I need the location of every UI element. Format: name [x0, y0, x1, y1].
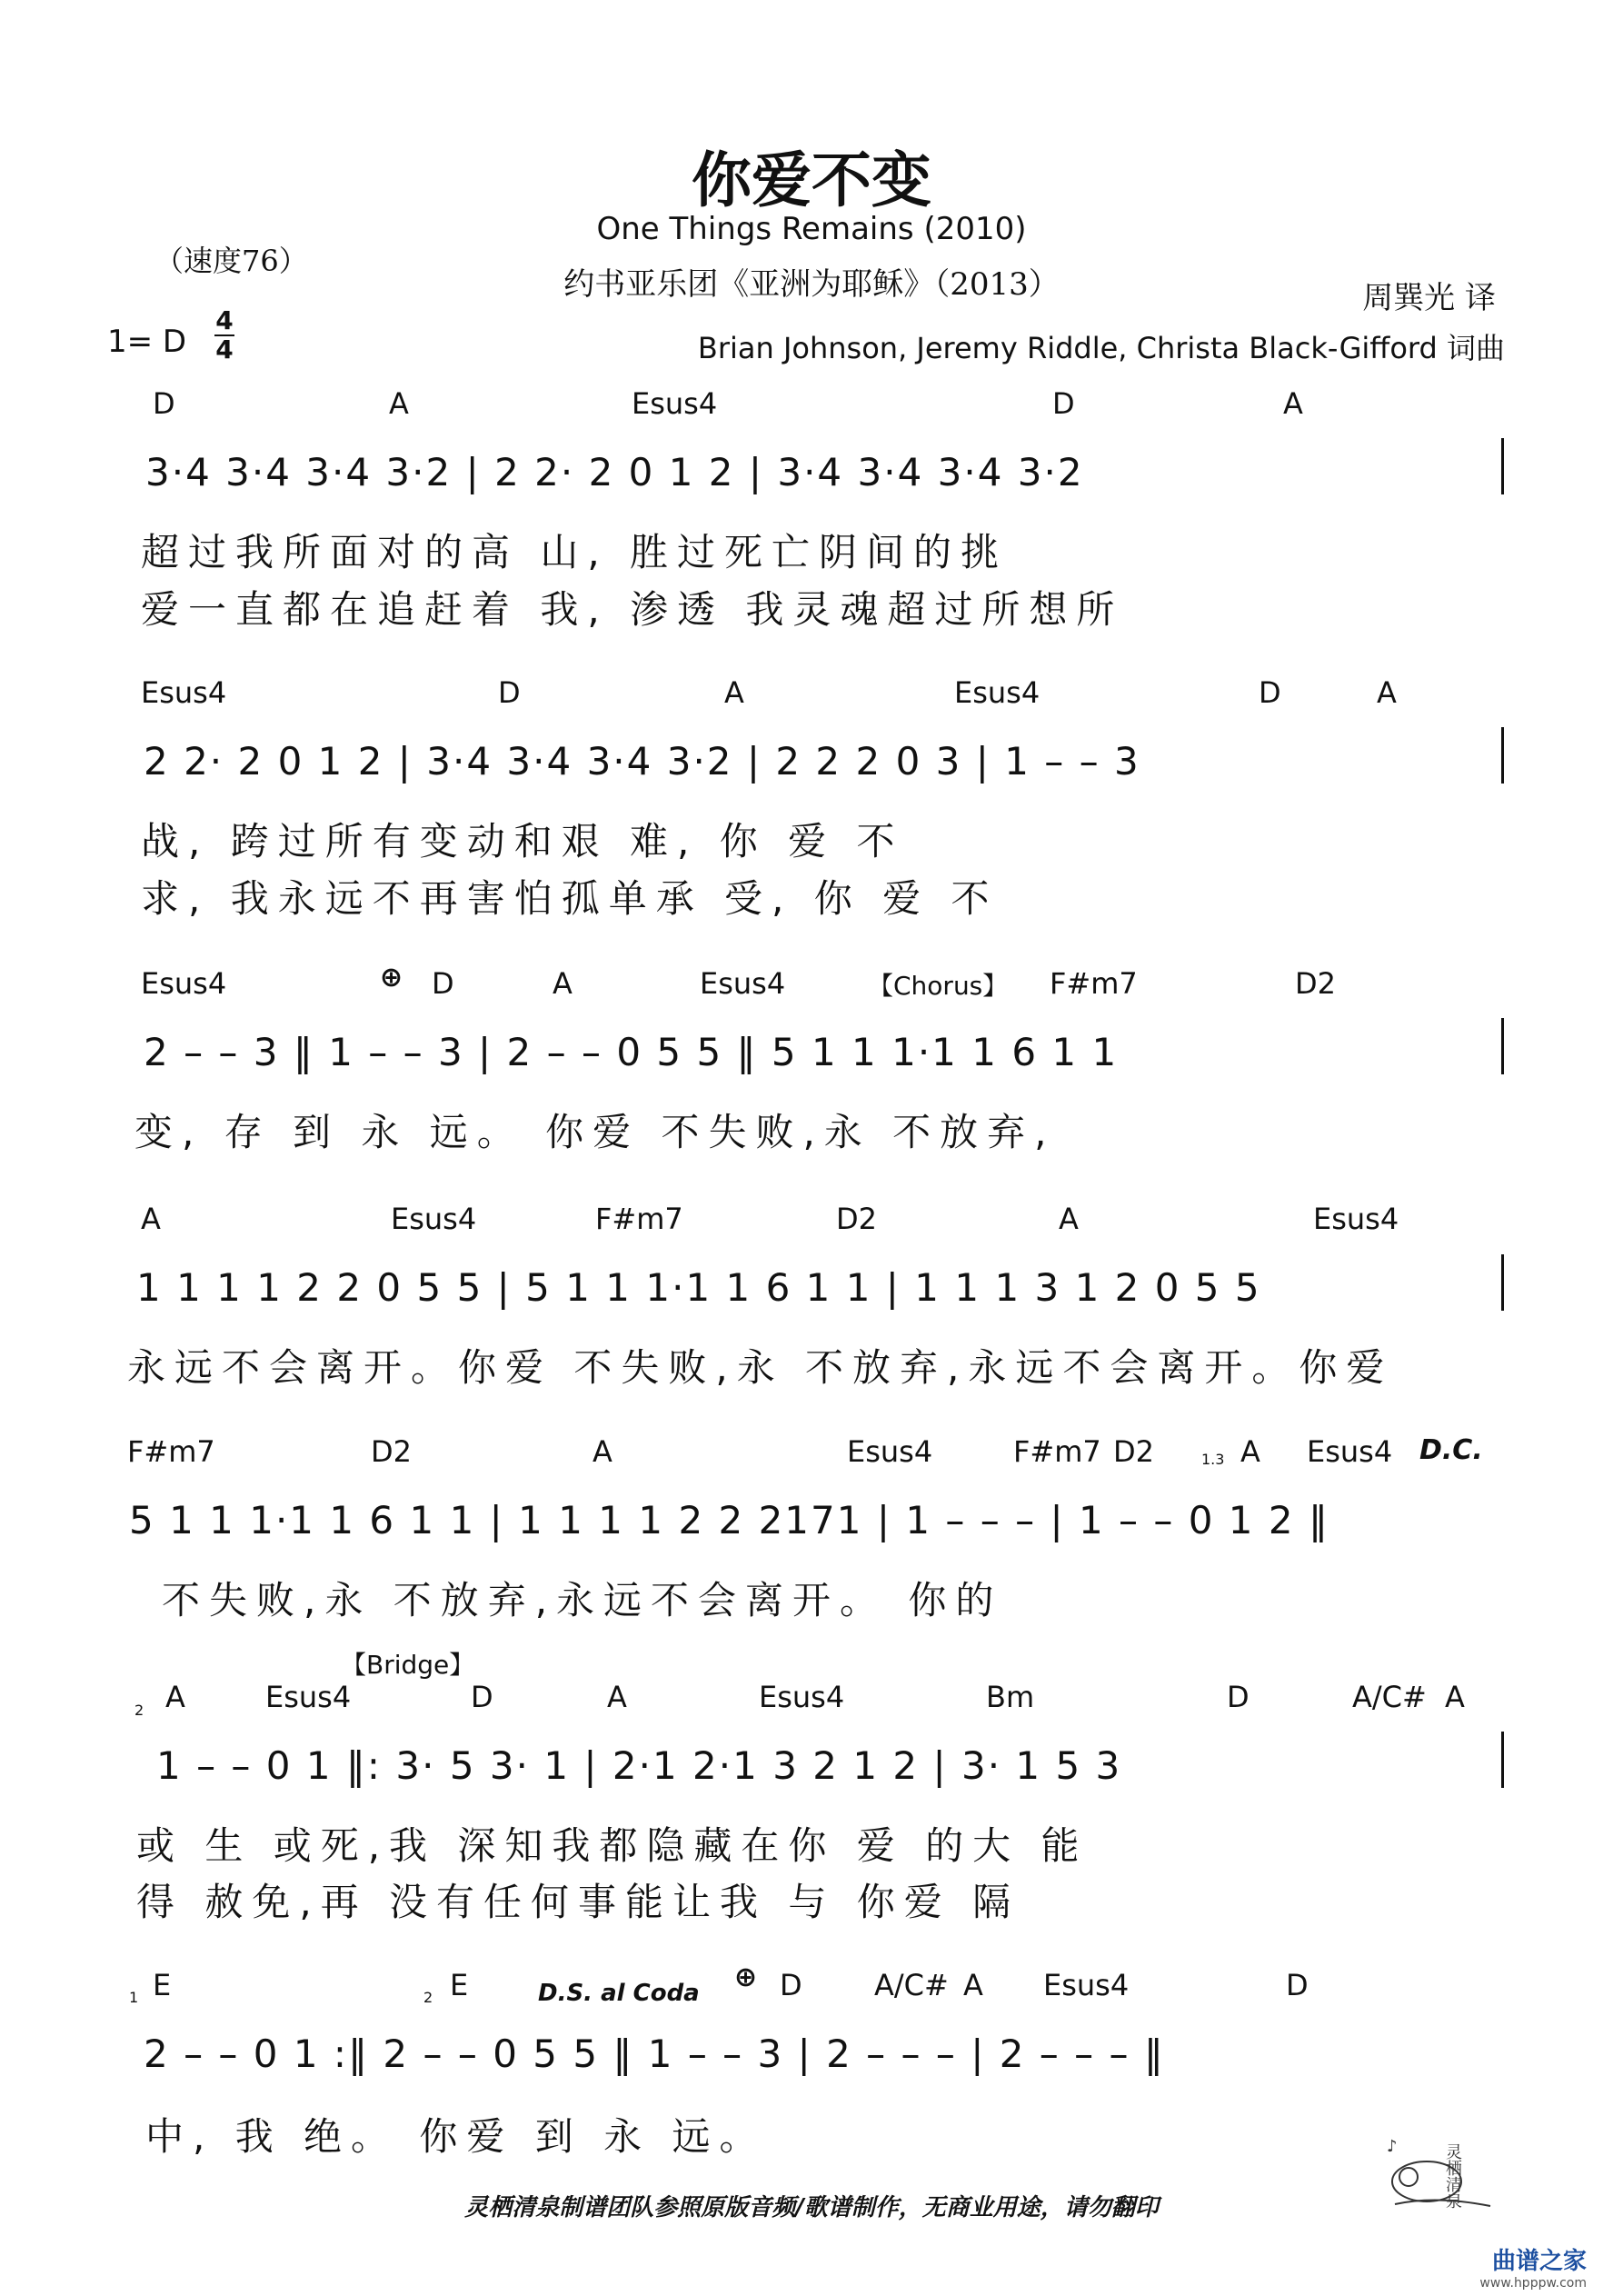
notes-line: 2 – – 0 1 :‖ 2 – – 0 5 5 ‖ 1 – – 3 | 2 – – – | 2 – – – ‖: [144, 2031, 1165, 2076]
notes-line: 5 1 1 1·1 1 6 1 1 | 1 1 1 1 2 2 2171 | 1 – – – | 1 – – 0 1 2 ‖: [129, 1498, 1329, 1542]
chord: D: [1259, 675, 1281, 710]
notes-line: 1 – – 0 1 ‖: 3· 5 3· 1 | 2·1 2·1 3 2 1 2 | 3· 1 5 3: [156, 1743, 1122, 1788]
site-url: www.hpppw.com: [1479, 2276, 1587, 2291]
chord: Esus4: [1307, 1434, 1393, 1469]
chord: D: [1052, 386, 1075, 421]
chord: Esus4: [141, 675, 227, 710]
chord: A/C#: [1352, 1680, 1427, 1714]
barline: [1501, 727, 1504, 784]
barline: [1501, 1254, 1504, 1311]
chord: Esus4: [847, 1434, 933, 1469]
barline: [1501, 1018, 1504, 1074]
chord: A: [1240, 1434, 1260, 1469]
chord: E: [153, 1968, 172, 2002]
song-subtitle: One Things Remains (2010): [596, 211, 1027, 247]
chord: A: [607, 1680, 627, 1714]
chord: A: [553, 966, 573, 1001]
chord: D2: [1113, 1434, 1154, 1469]
lyric-verse-2: 爱一直都在追赶着 我, 渗透 我灵魂超过所想所: [141, 587, 1124, 632]
chord: E: [450, 1968, 469, 2002]
chord: F#m7: [595, 1202, 683, 1236]
chord: D: [471, 1680, 493, 1714]
album-info: 约书亚乐团《亚洲为耶稣》（2013）: [563, 266, 1060, 303]
svg-text:♪: ♪: [1387, 2137, 1398, 2156]
composers: Brian Johnson, Jeremy Riddle, Christa Black-Gifford 词曲: [697, 331, 1505, 365]
chord: Esus4: [1313, 1202, 1399, 1236]
site-name: 曲谱之家: [1491, 2248, 1587, 2275]
key-signature: 1= D: [107, 324, 187, 360]
lyric-verse-2: 求, 我永远不再害怕孤单承 受, 你 爱 不: [141, 876, 999, 921]
chord: D2: [1295, 966, 1336, 1001]
chord: A/C#: [874, 1968, 949, 2002]
volta-1-3: 1.3: [1201, 1451, 1225, 1468]
chord: D: [780, 1968, 802, 2002]
chord: D: [153, 386, 175, 421]
lyric-verse-1: 或 生 或死,我 深知我都隐藏在你 爱 的大 能: [136, 1823, 1089, 1868]
dal-segno-coda-mark: D.S. al Coda: [538, 1980, 700, 2007]
volta-1: 1: [129, 1989, 139, 2006]
time-signature: 4 4: [215, 305, 234, 364]
chord: A: [724, 675, 744, 710]
chord: Esus4: [954, 675, 1041, 710]
chord: Esus4: [700, 966, 786, 1001]
chord: A: [1283, 386, 1303, 421]
chord: D: [1227, 1680, 1250, 1714]
chord: A: [141, 1202, 161, 1236]
notes-line: 1 1 1 1 2 2 0 5 5 | 5 1 1 1·1 1 6 1 1 | 1 1 1 3 1 2 0 5 5: [136, 1265, 1261, 1310]
chord: D2: [836, 1202, 877, 1236]
chord: A: [389, 386, 409, 421]
lyric-verse-1: 永远不会离开。你爱 不失败,永 不放弃,永远不会离开。你爱: [127, 1345, 1394, 1390]
barline: [1501, 1732, 1504, 1788]
chord: F#m7: [127, 1434, 215, 1469]
logo-text: 灵栖清泉: [1443, 2143, 1462, 2209]
chord: D: [432, 966, 454, 1001]
chord: Esus4: [759, 1680, 845, 1714]
chord: A: [592, 1434, 612, 1469]
song-title: 你爱不变: [692, 145, 931, 215]
chord: Esus4: [1043, 1968, 1130, 2002]
chord: D: [1286, 1968, 1309, 2002]
lyric-verse-1: 中, 我 绝。 你爱 到 永 远。: [145, 2114, 767, 2159]
barline: [1501, 438, 1504, 494]
notes-line: 2 – – 3 ‖ 1 – – 3 | 2 – – 0 5 5 ‖ 5 1 1 1·1 1 6 1 1: [144, 1030, 1119, 1074]
lyric-verse-2: 得 赦免,再 没有任何事能让我 与 你爱 隔: [136, 1880, 1021, 1924]
chord: Esus4: [632, 386, 718, 421]
bridge-tag: 【Bridge】: [341, 1650, 475, 1680]
chord: A: [963, 1968, 983, 2002]
lyric-verse-1: 超过我所面对的高 山, 胜过死亡阴间的挑: [141, 530, 1009, 574]
lyric-verse-1: 战, 跨过所有变动和艰 难, 你 爱 不: [141, 819, 904, 863]
coda-sign: ⊕: [734, 1962, 758, 1993]
chord: A: [165, 1680, 185, 1714]
tempo: （速度76）: [154, 244, 308, 278]
chord: Bm: [986, 1680, 1035, 1714]
chord: Esus4: [141, 966, 227, 1001]
chord: A: [1445, 1680, 1465, 1714]
chord: Esus4: [265, 1680, 352, 1714]
notes-line: 3·4 3·4 3·4 3·2 | 2 2· 2 0 1 2 | 3·4 3·4 3·4 3·2: [145, 450, 1084, 494]
lyric-verse-1: 不失败,永 不放弃,永远不会离开。 你的: [162, 1578, 1003, 1622]
chord: A: [1377, 675, 1397, 710]
chord: F#m7: [1050, 966, 1138, 1001]
volta-2: 2: [423, 1989, 433, 2006]
footer-note: 灵栖清泉制谱团队参照原版音频/歌谱制作，无商业用途，请勿翻印: [464, 2194, 1159, 2221]
chord: D: [498, 675, 521, 710]
translator: 周巽光 译: [1362, 280, 1496, 316]
notes-line: 2 2· 2 0 1 2 | 3·4 3·4 3·4 3·2 | 2 2 2 0 3 | 1 – – 3: [144, 739, 1140, 784]
da-capo-mark: D.C.: [1419, 1434, 1483, 1466]
volta-2: 2: [134, 1702, 144, 1719]
chord: A: [1059, 1202, 1079, 1236]
chorus-tag: 【Chorus】: [868, 971, 1009, 1001]
lyric-verse-1: 变, 存 到 永 远。 你爱 不失败,永 不放弃,: [134, 1110, 1056, 1154]
chord: Esus4: [391, 1202, 477, 1236]
chord: D2: [371, 1434, 412, 1469]
coda-sign: ⊕: [380, 962, 403, 993]
chord: F#m7: [1013, 1434, 1101, 1469]
